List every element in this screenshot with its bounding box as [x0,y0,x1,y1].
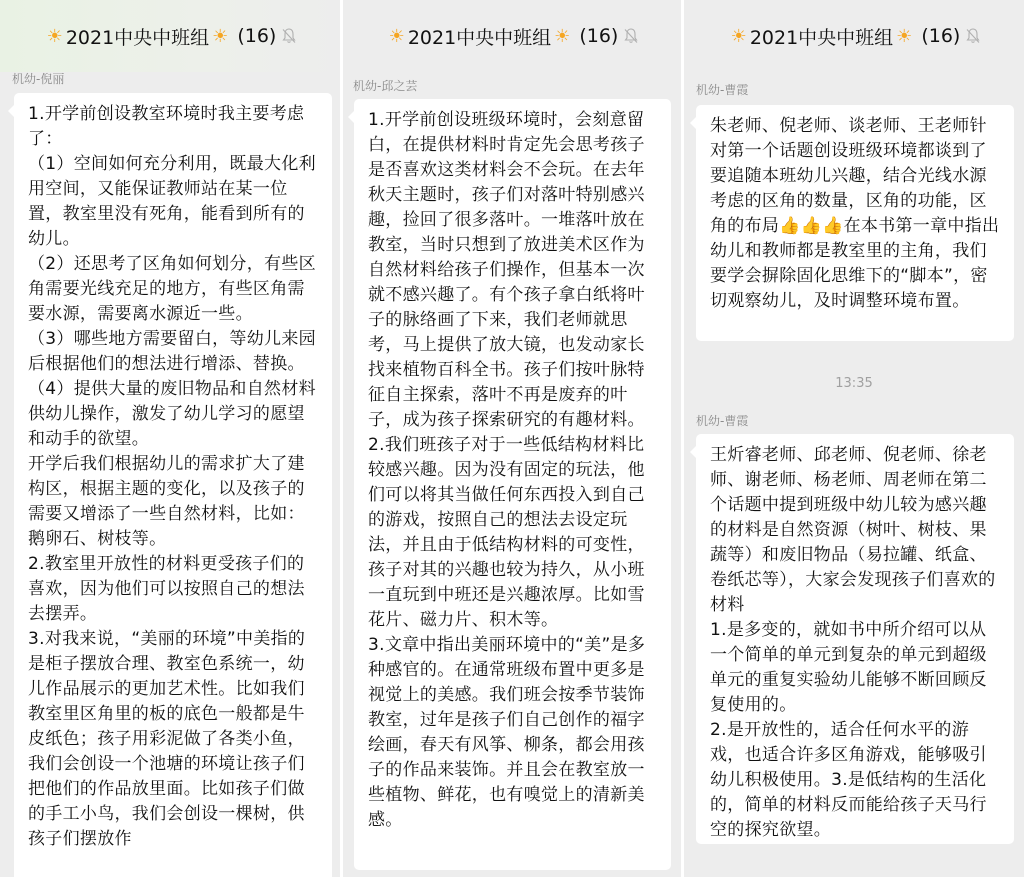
chat-header[interactable] [343,0,681,72]
chat-header[interactable] [0,0,340,72]
message-paragraph: 1.开学前创设班级环境时，会刻意留白，在提供材料时肯定先会思考孩子是否喜欢这类材料会不会玩。在去年秋天主题时，孩子们对落叶特别感兴趣，捡回了很多落叶。一堆落叶放在教室，当时只想到了放进美术区作为自然材料给孩子们操作，但基本一次就不感兴趣了。有个孩子拿白纸将叶子的脉络画了下来，我们老师就思考，马上提供了放大镜，也发动家长找来植物百科全书。孩子们按叶脉特征自主探索，落叶不再是废弃的叶子，成为孩子探索研究的有趣材料。 [368,110,645,430]
bell-off-icon [966,28,980,44]
sender-name: 机幼-倪丽 [12,72,65,86]
member-count: (16) [579,25,619,47]
message-paragraph: 3.对我来说，“美丽的环境”中美指的是柜子摆放合理、教室色系统一，幼儿作品展示的更加艺术性。比如我们教室里区角里的板的底色一般都是牛皮纸色；孩子用彩泥做了各类小鱼，我们会创设一个池塘的环境让孩子们把他们的作品放里面。比如孩子们做的手工小鸟，我们会创设一棵树，供孩子们摆放作 [28,629,306,849]
sun-icon: ☀ [554,25,571,47]
sun-icon: ☀ [730,25,747,47]
sun-icon: ☀ [212,25,229,47]
message-paragraph: 开学后我们根据幼儿的需求扩大了建构区，根据主题的变化，以及孩子的需要又增添了一些自然材料，比如：鹅卵石、树枝等。 [28,454,305,549]
message-text: 朱老师、倪老师、谈老师、王老师针对第一个话题创设班级环境都谈到了要追随本班幼儿兴趣，结合光线水源考虑的区角的数量，区角的功能，区角的布局 [710,116,987,236]
message-text: 在本书第一章中指出幼儿和教师都是教室里的主角，我们要学会摒除固化思维下的“脚本”，密切观察幼儿，及时调整环境布置。 [710,216,1000,311]
chat-header[interactable] [684,0,1024,72]
message-paragraph: 2.是开放性的，适合任何水平的游戏，也适合许多区角游戏，能够吸引幼儿积极使用。3.是低结构的生活化的，简单的材料反而能给孩子天马行空的探究欲望。 [710,720,987,840]
chat-panel-3 [684,0,1024,877]
message-bubble[interactable] [354,99,671,870]
message-paragraph: 2.我们班孩子对于一些低结构材料比较感兴趣。因为没有固定的玩法，他们可以将其当做任何东西投入到自己的游戏，按照自己的想法去设定玩法，并且由于低结构材料的可变性，孩子对其的兴趣也较为持久，从小班一直玩到中班还是兴趣浓厚。比如雪花片、磁力片、积木等。 [368,435,645,630]
message-paragraph: （3）哪些地方需要留白，等幼儿来园后根据他们的想法进行增添、替换。 [28,329,316,374]
message-paragraph [710,114,1000,314]
message-bubble[interactable] [696,434,1014,844]
message-bubble[interactable] [14,93,332,877]
bell-off-icon [624,28,638,44]
chat-panel-1 [0,0,340,877]
message-paragraph: （4）提供大量的废旧物品和自然材料供幼儿操作，激发了幼儿学习的愿望和动手的欲望。 [28,379,316,449]
sun-icon: ☀ [46,25,63,47]
message-paragraph: （2）还思考了区角如何划分，有些区角需要光线充足的地方，有些区角需要水源，需要离水源近一些。 [28,254,316,324]
group-name: 2021中央中班组 [407,26,552,49]
message-paragraph: 王炘睿老师、邱老师、倪老师、徐老师、谢老师、杨老师、周老师在第二个话题中提到班级中幼儿较为感兴趣的材料是自然资源（树叶、树枝、果蔬等）和废旧物品（易拉罐、纸盒、卷纸芯等），大家会发现孩子们喜欢的材料 [710,445,996,615]
message-bubble[interactable] [696,105,1014,341]
message-paragraph: 1.开学前创设教室环境时我主要考虑了： [28,104,305,149]
message-paragraph: 3.文章中指出美丽环境中的“美”是多种感官的。在通常班级布置中更多是视觉上的美感。我们班会按季节装饰教室，过年是孩子们自己创作的福字绘画，春天有风筝、柳条，都会用孩子的作品来装饰。并且会在教室放一些植物、鲜花，也有嗅觉上的清新美感。 [368,635,646,830]
group-name: 2021中央中班组 [749,26,894,49]
thumbs-up-icon: 👍👍👍 [779,216,844,236]
group-name: 2021中央中班组 [65,26,210,49]
sender-name: 机幼-曹霞 [696,83,749,97]
sender-name: 机幼-曹霞 [696,414,749,428]
bell-off-icon [282,28,296,44]
sun-icon: ☀ [388,25,405,47]
timestamp: 13:35 [835,376,873,391]
message-paragraph: （1）空间如何充分利用，既最大化利用空间，又能保证教师站在某一位置，教室里没有死角，能看到所有的幼儿。 [28,154,316,249]
sun-icon: ☀ [896,25,913,47]
message-paragraph: 2.教室里开放性的材料更受孩子们的喜欢，因为他们可以按照自己的想法去摆弄。 [28,554,305,624]
sender-name: 机幼-邱之芸 [353,79,418,93]
message-paragraph: 1.是多变的，就如书中所介绍可以从一个简单的单元到复杂的单元到超级单元的重复实验幼儿能够不断回顾反复使用的。 [710,620,987,715]
member-count: (16) [237,25,277,47]
member-count: (16) [921,25,961,47]
chat-panel-2 [343,0,681,877]
